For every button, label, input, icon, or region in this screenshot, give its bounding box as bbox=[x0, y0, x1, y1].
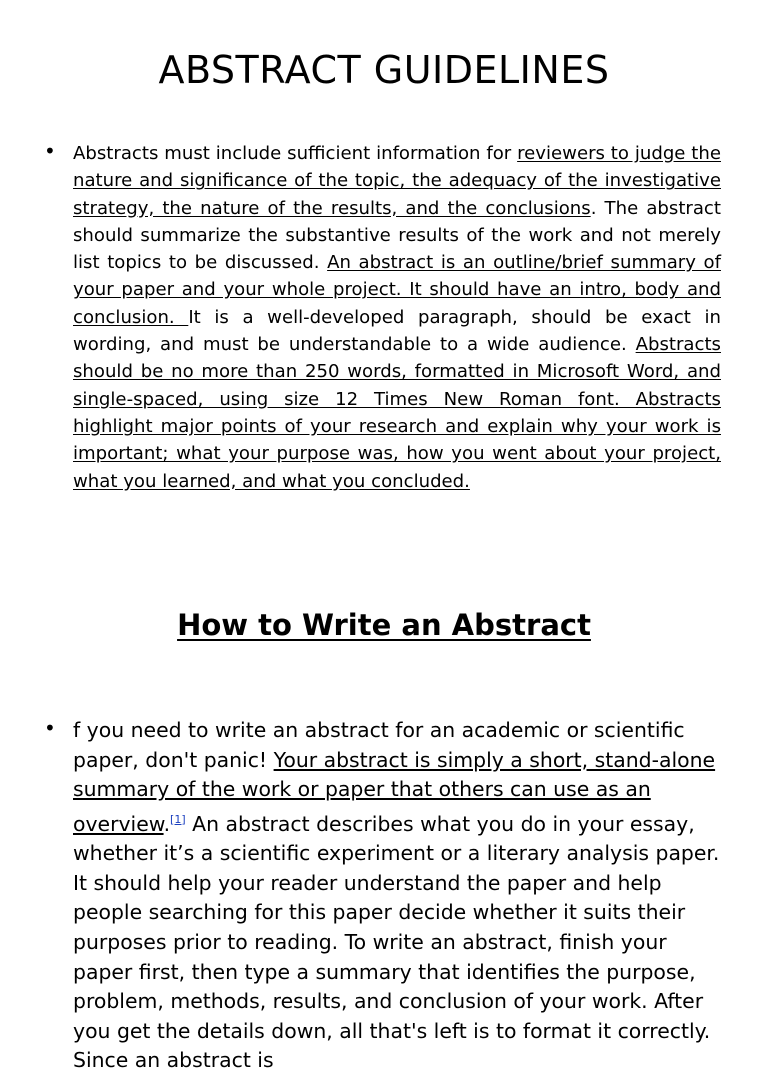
section-heading: How to Write an Abstract bbox=[177, 608, 591, 642]
how-to-paragraph bbox=[73, 716, 721, 1076]
guidelines-bullet-item bbox=[44, 140, 734, 495]
how-to-bullet-item bbox=[44, 716, 734, 1076]
underlined-text-run: Your abstract is simply a short, stand-alone summary of the work or paper that others can use as an overview bbox=[73, 747, 716, 836]
text-run: . bbox=[163, 811, 171, 836]
text-run: Abstracts must include sufficient information for bbox=[73, 143, 518, 164]
underlined-text-run: Abstracts should be no more than 250 words, formatted in Microsoft Word, and single-spaced, using size 12 Times New Roman font. Abstracts highlight major points of your research and explain why your work is important; what your purpose was, how you went about your project, what you learned, and what you concluded. bbox=[73, 334, 721, 492]
footnote-reference-link[interactable]: [1] bbox=[170, 812, 186, 826]
underlined-text-run: An abstract is an outline/brief summary of your paper and your whole project. It should have an intro, body and conclusion. bbox=[73, 252, 721, 328]
bullet-icon: • bbox=[44, 716, 56, 740]
bullet-icon: • bbox=[44, 139, 56, 163]
text-run: f you need to write an abstract for an academic or scientific paper, don't panic! bbox=[73, 718, 685, 772]
page-title: ABSTRACT GUIDELINES bbox=[158, 48, 610, 92]
guidelines-paragraph bbox=[73, 140, 721, 495]
text-run: . The abstract should summarize the substantive results of the work and not merely list topics to be discussed. bbox=[73, 197, 721, 274]
underlined-text-run: reviewers to judge the nature and significance of the topic, the adequacy of the investigative strategy, the nature of the results, and the conclusions bbox=[73, 143, 721, 219]
text-run: An abstract describes what you do in your essay, whether it’s a scientific experiment or a literary analysis paper. It should help your reader understand the paper and help people searching for this paper decide whether it suits their purposes prior to reading. To write an abstract, finish your paper first, then type a summary that identifies the purpose, problem, methods, results, and conclusion of your work. After you get the details down, all that's left is to format it correctly. Since an abstract is bbox=[73, 811, 720, 1073]
text-run: It is a well-developed paragraph, should be exact in wording, and must be understandable to a wide audience. bbox=[73, 306, 721, 356]
